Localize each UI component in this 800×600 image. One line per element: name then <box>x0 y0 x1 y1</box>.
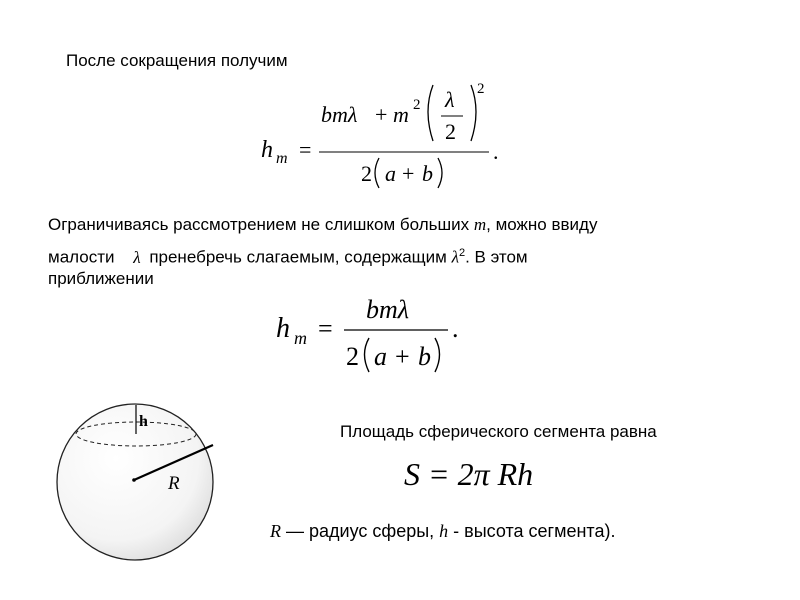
paragraph-var-lambda2: λ <box>451 247 459 267</box>
sphere-label-h: h <box>139 413 148 430</box>
formula1-den-a: a <box>385 161 396 186</box>
formula-sphere-area: S = 2π Rh <box>404 456 534 492</box>
footnote-text-1: — радиус сферы, <box>281 521 440 541</box>
paragraph-var-m: m <box>473 215 487 234</box>
paragraph-line1-a: Ограничиваясь рассмотрением не слишком больших <box>48 215 474 234</box>
paragraph-line2-c: . В этом <box>465 247 528 267</box>
formula1-outer-exp: 2 <box>477 81 485 97</box>
formula2-den-right-paren <box>435 338 440 372</box>
formula2-den-b: b <box>418 342 431 371</box>
formula1-plus: + <box>375 102 388 127</box>
paragraph-line2-b: пренебречь слагаемым, содержащим <box>144 247 452 267</box>
paragraph-line2-a: малости <box>48 247 120 267</box>
paragraph-line-1 <box>48 212 597 237</box>
formula1-inner-num: λ <box>445 87 455 112</box>
formula2-den-left-paren <box>365 338 370 372</box>
formula1-den-right-paren <box>438 158 442 188</box>
sphere-center-dot <box>132 478 136 482</box>
footnote-var-R: R <box>270 521 281 541</box>
formula-hm-approx <box>268 290 468 385</box>
formula2-period: . <box>452 314 459 343</box>
formula1-inner-den: 2 <box>445 119 456 144</box>
formula1-lhs-sub: m <box>276 150 288 167</box>
formula2-lhs-sub: m <box>294 328 307 348</box>
formula1-den-left-paren <box>375 158 379 188</box>
formula2-lhs-var: h <box>276 313 290 344</box>
formula1-equals: = <box>299 137 312 162</box>
paragraph-lambda-exp: 2 <box>458 247 466 259</box>
formula2-den-plus: + <box>395 342 410 371</box>
paragraph-var-lambda: λ <box>133 247 141 267</box>
footnote <box>270 519 615 544</box>
footnote-text-2: - высота сегмента). <box>448 521 616 541</box>
formula1-lhs-var: h <box>261 137 273 163</box>
formula2-den-2: 2 <box>346 342 359 371</box>
formula1-right-paren <box>471 85 476 141</box>
formula1-num-bml: bmλ <box>321 102 358 127</box>
formula1-m-exp: 2 <box>413 97 421 113</box>
formula2-equals: = <box>318 314 333 343</box>
sphere-figure <box>52 398 222 576</box>
formula2-num: bmλ <box>366 295 410 324</box>
paragraph-line-3: приближении <box>48 269 154 288</box>
sphere-outline <box>57 404 213 560</box>
area-caption: Площадь сферического сегмента равна <box>340 422 657 441</box>
formula1-den-plus: + <box>402 161 415 186</box>
formula1-den-2: 2 <box>361 161 372 186</box>
formula-hm-full <box>255 75 515 195</box>
intro-text: После сокращения получим <box>66 51 288 70</box>
formula1-left-paren <box>428 85 433 141</box>
formula1-num-m: m <box>393 102 409 127</box>
sphere-label-R: R <box>168 473 180 494</box>
footnote-var-h: h <box>439 521 449 541</box>
formula1-den-b: b <box>422 161 433 186</box>
formula2-den-a: a <box>374 342 387 371</box>
paragraph-line1-b: , можно ввиду <box>486 215 598 234</box>
formula1-period: . <box>493 139 499 164</box>
